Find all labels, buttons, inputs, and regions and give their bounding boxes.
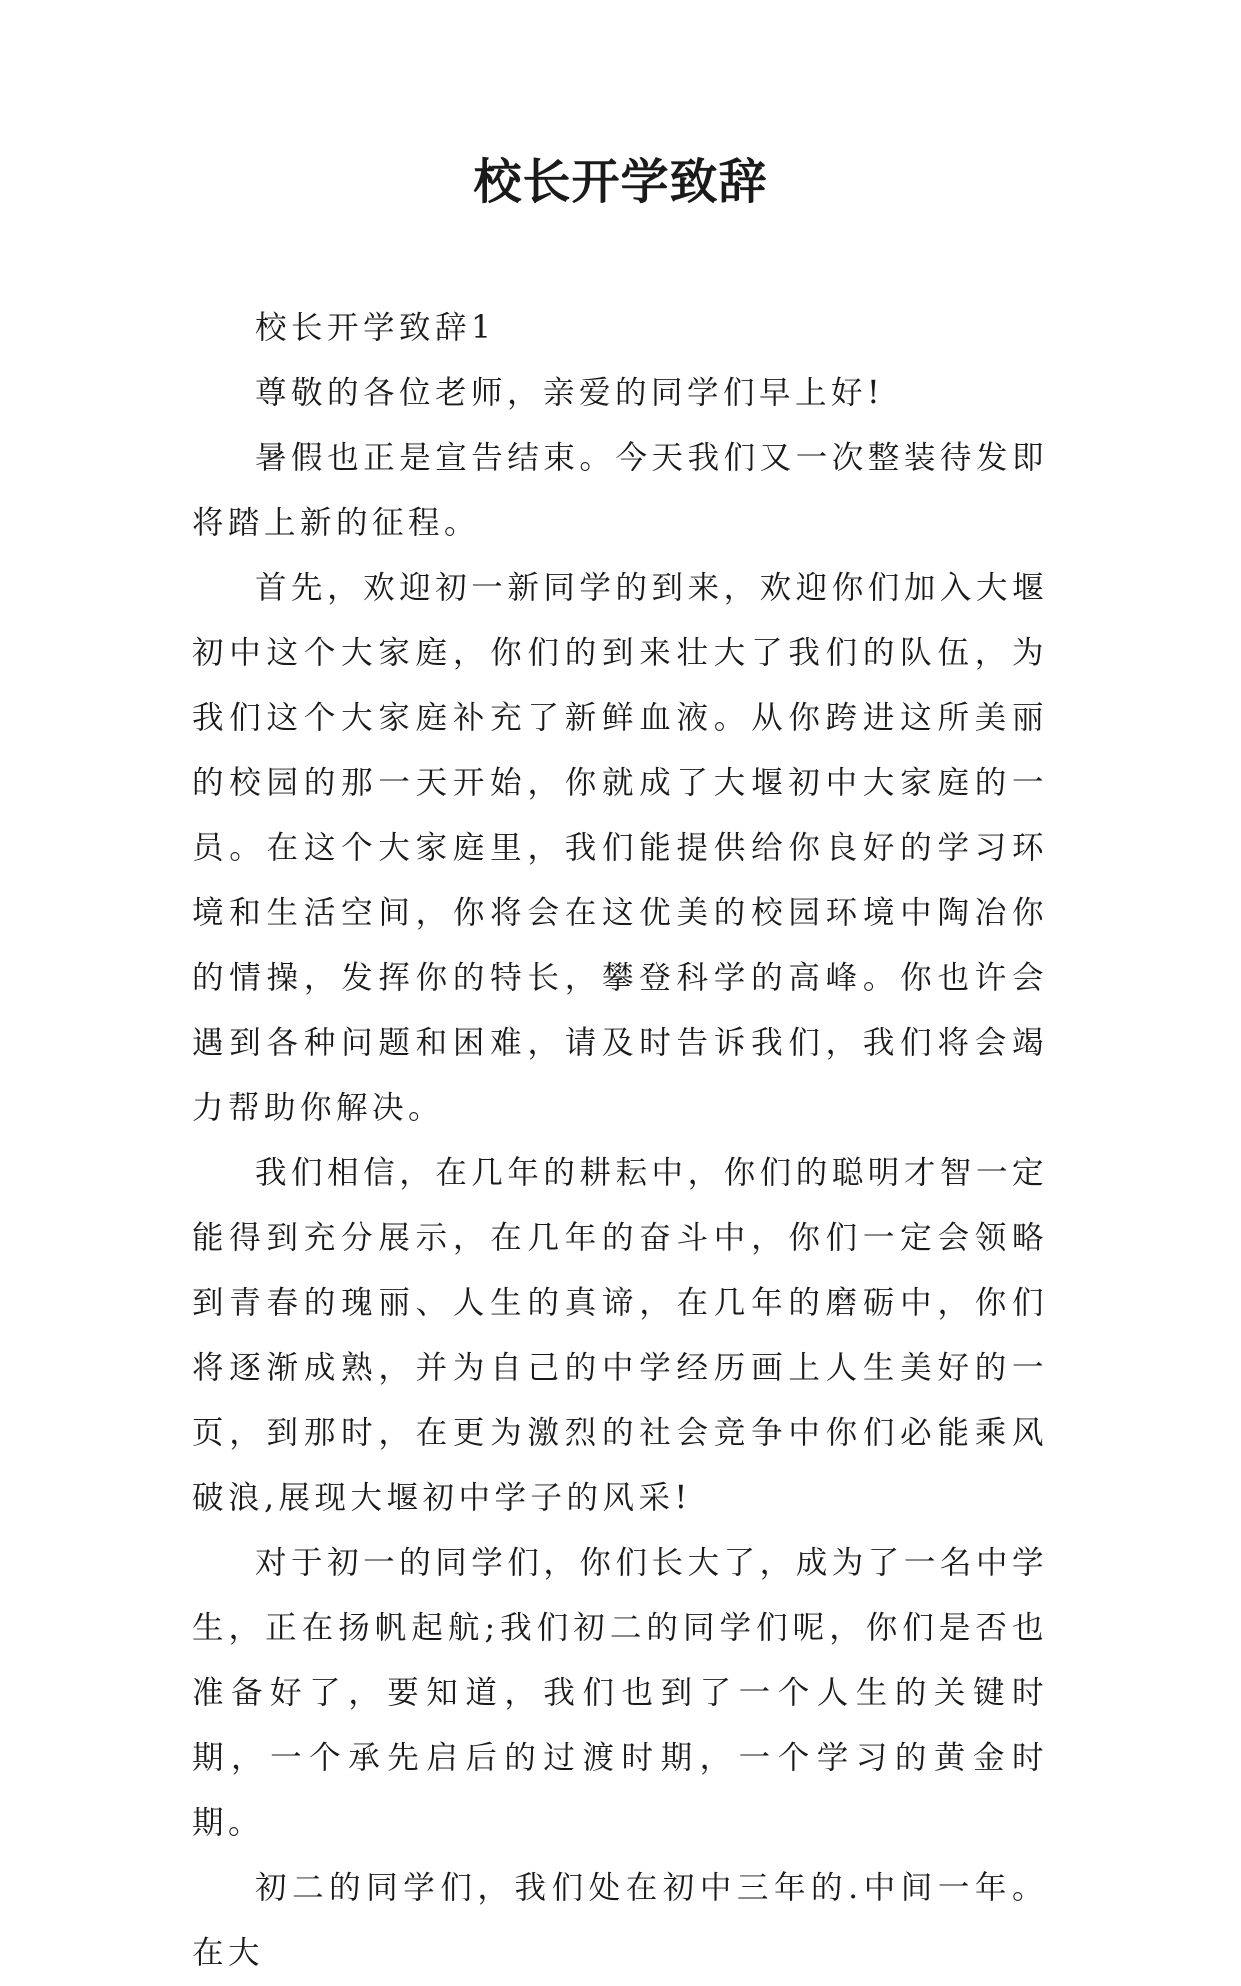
document-body	[192, 296, 1048, 1986]
paragraph-greeting: 尊敬的各位老师，亲爱的同学们早上好!	[255, 375, 885, 411]
paragraph: 首先，欢迎初一新同学的到来，欢迎你们加入大堰初中这个大家庭，你们的到来壮大了我们的队伍，为我们这个大家庭补充了新鲜血液。从你跨进这所美丽的校园的那一天开始，你就成了大堰初中大家庭的一员。在这个大家庭里，我们能提供给你良好的学习环境和生活空间，你将会在这优美的校园环境中陶冶你的情操，发挥你的特长，攀登科学的高峰。你也许会遇到各种问题和困难，请及时告诉我们，我们将会竭力帮助你解决。	[192, 570, 1048, 1126]
paragraph: 初二的同学们，我们处在初中三年的.中间一年。在大	[192, 1870, 1048, 1971]
paragraph: 暑假也正是宣告结束。今天我们又一次整装待发即将踏上新的征程。	[192, 440, 1048, 541]
document-title: 校长开学致辞	[473, 154, 768, 210]
paragraph: 对于初一的同学们，你们长大了，成为了一名中学生，正在扬帆起航;我们初二的同学们呢，你们是否也准备好了，要知道，我们也到了一个人生的关键时期，一个承先启后的过渡时期，一个学习的黄金时期。	[192, 1545, 1048, 1841]
paragraph: 我们相信，在几年的耕耘中，你们的聪明才智一定能得到充分展示，在几年的奋斗中，你们一定会领略到青春的瑰丽、人生的真谛，在几年的磨砺中，你们将逐渐成熟，并为自己的中学经历画上人生美好的一页，到那时，在更为激烈的社会竞争中你们必能乘风破浪,展现大堰初中学子的风采!	[192, 1155, 1048, 1516]
paragraph-heading: 校长开学致辞1	[255, 310, 496, 346]
